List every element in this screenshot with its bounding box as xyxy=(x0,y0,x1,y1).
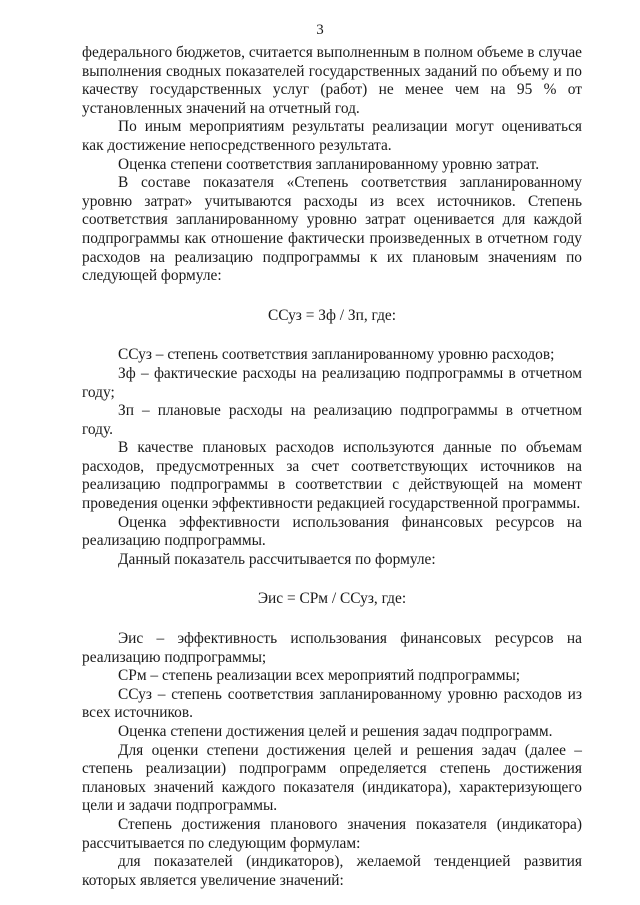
page-number: 3 xyxy=(316,22,324,38)
paragraph-budget-continuation: федерального бюджетов, считается выполненным в полном объеме в случае выполнения сводных показателей государственных заданий по объему и по качеству государственных услуг (работ) не менее чем на 95 % от установленных значений на отчетный год. xyxy=(82,44,582,117)
paragraph-indicator-formulas: Степень достижения планового значения показателя (индикатора) рассчитывается по следующим формулам: xyxy=(82,815,582,852)
document-body xyxy=(82,44,582,890)
definition-eis: Эис – эффективность использования финансовых ресурсов на реализацию подпрограммы; xyxy=(82,630,582,666)
definition-zf: Зф – фактические расходы на реализацию подпрограммы в отчетном году; xyxy=(82,364,582,401)
section-heading-financial-efficiency: Оценка эффективности использования финансовых ресурсов на реализацию подпрограммы. xyxy=(82,513,582,550)
paragraph-increasing-indicators: для показателей (индикаторов), желаемой тенденцией развития которых является увеличение значений: xyxy=(82,853,582,889)
definition-zp: Зп – плановые расходы на реализацию подпрограммы в отчетном году. xyxy=(82,402,582,438)
paragraph-formula-intro: Данный показатель рассчитывается по формуле: xyxy=(118,550,436,568)
paragraph-other-activities: По иным мероприятиям результаты реализации могут оцениваться как достижение непосредственного результата. xyxy=(82,118,582,154)
paragraph-cost-compliance-description: В составе показателя «Степень соответствия запланированному уровню затрат» учитываются расходы из всех источников. Степень соответствия запланированному уровню затрат оценивается для каждой подпрограммы как отношение фактически произведенных в отчетном году расходов на реализацию подпрограммы к их плановым значениям по следующей формуле: xyxy=(82,174,582,285)
formula-cost-compliance: ССуз = Зф / Зп, где: xyxy=(267,306,397,324)
section-heading-goals-achievement: Оценка степени достижения целей и решения задач подпрограмм. xyxy=(118,723,553,740)
paragraph-goals-achievement: Для оценки степени достижения целей и решения задач (далее – степень реализации) подпрограмм определяется степень достижения плановых значений каждого показателя (индикатора), характеризующего цели и задачи подпрограммы. xyxy=(82,741,582,815)
formula-financial-efficiency: Эис = СРм / ССуз, где: xyxy=(257,590,407,608)
section-heading-cost-compliance: Оценка степени соответствия запланированному уровню затрат. xyxy=(118,155,540,173)
definition-srm: СРм – степень реализации всех мероприятий подпрограммы; xyxy=(118,667,521,685)
definition-sscuz-all-sources: ССуз – степень соответствия запланированному уровню расходов из всех источников. xyxy=(82,685,582,722)
definition-sscuz: ССуз – степень соответствия запланированному уровню расходов; xyxy=(118,346,555,364)
paragraph-planned-expenses: В качестве плановых расходов используются данные по объемам расходов, предусмотренных за счет соответствующих источников на реализацию подпрограммы в соответствии с действующей на момент проведения оценки эффективности редакцией государственной программы. xyxy=(82,439,582,513)
